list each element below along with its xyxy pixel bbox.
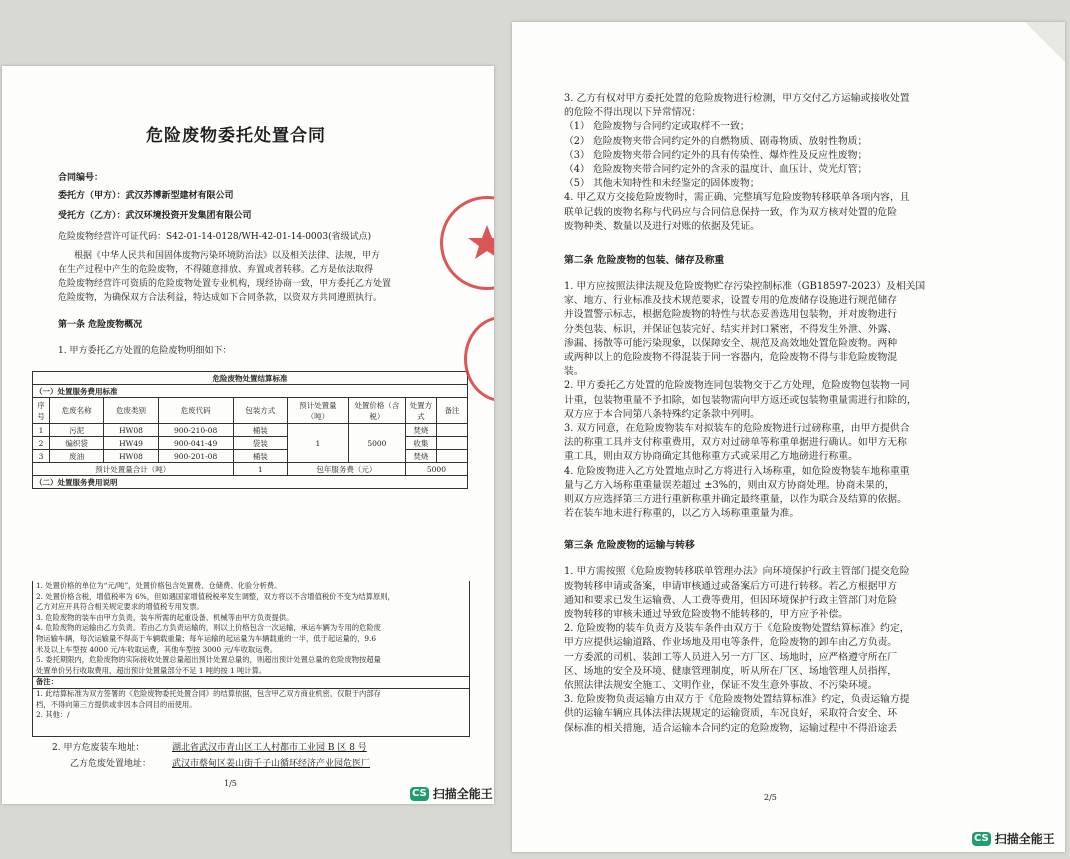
table-row	[33, 424, 468, 437]
total-row	[33, 463, 468, 476]
clause-line: 废物种类、数量以及进行对账的依据及凭证。	[564, 220, 760, 232]
clause-line: 并设置警示标志，根据危险废物的特性与状态妥善选用包装物，并对废物进行	[564, 309, 898, 321]
clause-line: 依照法律法规安全施工、文明作业，保证不发生意外事故、不污染环境。	[564, 680, 878, 691]
cell: 桶装	[233, 424, 287, 437]
clause-line: （5） 其他未知特性和未经鉴定的固体废物；	[564, 178, 760, 190]
cell	[436, 424, 467, 437]
clause-line: 4. 危险废物进入乙方处置地点时乙方将进行入场称重，如危险废物装车地称重重	[564, 465, 910, 477]
contract-page-2	[512, 22, 1065, 852]
cell: 废油	[50, 450, 104, 463]
note-line: 1. 处置价格的单位为“元/吨”，处置价格包含处置费、仓储费、化验分析费。	[36, 581, 282, 590]
clause-line: 甲方应提供运输道路、作业场地及用电等条件，危险废物的卸车由乙方负责。	[564, 637, 898, 649]
fee-table	[32, 371, 468, 489]
article-1-heading: 第一条 危险废物概况	[58, 320, 143, 330]
remark-label: 备注：	[33, 676, 469, 689]
clause-line: （2） 危险废物夹带合同约定外的自燃物质、剧毒物质、放射性物质；	[564, 135, 868, 147]
clause-line: 2. 甲方委托乙方处置的危险废物连同包装物交于乙方处理，危险废物包装物一同	[564, 380, 910, 392]
remark-line: 档，不得向第三方提供或非因本合同目的而使用。	[36, 699, 197, 709]
col-header: 危废代码	[158, 398, 233, 424]
scanner-watermark	[410, 785, 493, 802]
note-line: 2. 处置价格含税，增值税率为 6%，但如遇国家增值税税率发生调整，双方将以不含增值税价不变为结算原则，	[36, 591, 395, 601]
total-qty: 1	[233, 463, 287, 476]
col-header: 处置方式	[405, 398, 436, 424]
cell	[436, 437, 467, 450]
contract-page-1	[2, 66, 494, 804]
cell: HW08	[104, 424, 158, 437]
clause-line: 3. 双方同意，在危险废物装车对拟装车的危险废物进行过磅称重，由甲方提供合	[564, 423, 910, 434]
cell: 收集	[405, 437, 436, 450]
intro-line: 危险废物经营许可资质的危险废物处置专业机构，现经协商一致，甲方委托乙方处置	[58, 279, 392, 289]
clause-line: 一方委派的司机、装卸工等人员进入另一方厂区、场地时，应严格遵守所在厂	[564, 651, 898, 663]
clause-line: 废物转移的审核未通过导致危险废物不能转移的，甲方应予补偿。	[564, 609, 849, 620]
clause-line: 1. 甲方需按照《危险废物转移联单管理办法》向环境保护行政主管部门提交危险	[564, 566, 910, 578]
page-number: 2/5	[764, 793, 777, 802]
price-cell: 5000	[348, 424, 405, 463]
total-label: 预计处置量合计（吨）	[33, 463, 234, 476]
cell: HW08	[104, 450, 158, 463]
clause-line: 双方应于本合同第八条特殊约定条款中列明。	[564, 408, 760, 420]
cell: 焚烧	[405, 450, 436, 463]
col-header: 预计处置量（吨）	[287, 398, 348, 424]
clause-line: 重工具，则由双方协商确定其他称重方式或采用乙方地磅进行称重。	[564, 451, 858, 463]
cell	[436, 450, 467, 463]
cell: 污泥	[50, 424, 104, 437]
fee-section-1: （一）处置服务费用标准	[33, 385, 468, 398]
cell: 编织袋	[50, 437, 104, 450]
cell: 桶装	[233, 450, 287, 463]
intro-line: 危险废物，为确保双方合法利益，特达成如下合同条款，以资双方共同遵照执行。	[58, 293, 383, 303]
fee-notes	[32, 581, 470, 737]
clause-line: 通知和要求已发生运输费、人工费等费用，但因环境保护行政主管部门对危险	[564, 594, 898, 606]
cell: 1	[33, 424, 50, 437]
scanner-watermark	[972, 830, 1055, 847]
note-line: 3. 危险废物的装车由甲方负责，装车所需的起重设备、机械等由甲方负责提供。	[36, 612, 294, 622]
col-header: 备注	[436, 398, 467, 424]
remark-line: 1. 此结算标准为双方签署的《危险废物委托处置合同》的结算依据，包含甲乙双方商业机密，仅限于内部存	[36, 688, 381, 698]
clause-line: 法的称重工具并支付称重费用，双方对过磅单等称重单据进行确认。如甲方无称	[564, 437, 907, 449]
clause-line: 家、地方、行业标准及技术规范要求，设置专用的危废储存设施进行规范储存	[564, 295, 898, 307]
party-a: 委托方（甲方）：武汉苏博新型建材有限公司	[58, 191, 234, 201]
star-icon	[443, 199, 494, 287]
col-header: 处置价格（含税）	[348, 398, 405, 424]
cell: 900-041-49	[158, 437, 233, 450]
note-line: 5. 委托期限内，危险废物的实际接收处置总量超出预计处置总量的，则超出预计处置总量的危险废物按超量	[36, 655, 381, 665]
fee-section-2: （二）处置服务费用说明	[33, 476, 468, 489]
license-code: 危险废物经营许可证代码：S42-01-14-0128/WH-42-01-14-0003(省级试点)	[58, 232, 372, 242]
clause-line: 渗漏、扬散等可能污染现象，以保障安全、规范及高效地处置危险废物。两种	[564, 337, 898, 349]
address-a: 湖北省武汉市青山区工人村都市工业园 B 区 8 号	[172, 743, 367, 753]
remark-line: 2. 其他：/	[36, 710, 70, 720]
note-line: 米及以上车型按 4000 元/车收取运费，其他车型按 3000 元/车收取运费。	[36, 644, 278, 654]
article-1-item: 1. 甲方委托乙方处置的危险废物明细如下：	[58, 346, 232, 356]
clause-line: 装。	[564, 366, 584, 378]
clause-line: 联单记载的废物名称与代码应与合同信息保持一致，作为双方核对处置的危险	[564, 206, 898, 218]
clause-line: 4. 甲乙双方交接危险废物时，需正确、完整填写危险废物转移联单各项内容，且	[564, 192, 910, 204]
clause-line: 保标准的相关措施，适合运输本合同约定的危险废物，运输过程中不得沿途丢	[564, 722, 898, 734]
col-header: 危废名称	[50, 398, 104, 424]
intro-line: 根据《中华人民共和国固体废物污染环境防治法》以及相关法律、法规，甲方	[74, 251, 381, 261]
contract-title: 危险废物委托处置合同	[146, 126, 326, 146]
cell: 900-210-08	[158, 424, 233, 437]
cell: 900-201-08	[158, 450, 233, 463]
address-b: 武汉市蔡甸区姜山街千子山循环经济产业园危医厂	[172, 759, 371, 769]
note-line: 物运输车辆，每次运输量不得高于车辆载重量；每车运输的起运量为车辆载重的一半，低于起运量的，9.6	[36, 633, 376, 643]
article-2-heading: 第二条 危险废物的包装、储存及称重	[564, 255, 725, 266]
clause-line: 的危险不得出现以下异常情况：	[564, 107, 702, 119]
scanner-app-icon: CS	[412, 787, 427, 799]
party-b: 受托方（乙方）：武汉环境投资开发集团有限公司	[58, 211, 252, 221]
cell: 2	[33, 437, 50, 450]
contract-number: 合同编号：	[58, 173, 104, 183]
cell: 焚烧	[405, 424, 436, 437]
clause-line: 或两种以上的危险废物不得混装于同一容器内，危险废物不得与非危险废物混	[564, 352, 898, 363]
clause-line: 计重，包装物重量不予扣除，如包装物需向甲方返还或包装物重量需进行扣除的，	[564, 394, 917, 406]
clause-line: 量与乙方入场称重重量误差超过 ±3%的，则由双方协商处理。协商未果的，	[564, 479, 895, 491]
address-a-label: 2. 甲方危废装车地址：	[52, 743, 145, 753]
note-line: 处置单价另行收取费用，超出预计处置量部分不足 1 吨的按 1 吨计算。	[36, 665, 267, 675]
clause-line: （1） 危险废物与合同约定或取样不一致；	[564, 121, 750, 133]
note-line: 4. 危险废物的运输由乙方负责。若由乙方负责运输的，则以上价格包含一次运输，承运车辆为专用的危险废	[36, 623, 381, 633]
clause-line: 1. 甲方应按照法律法规及危险废物贮存污染控制标准（GB18597-2023）及相关国	[564, 281, 926, 292]
clause-line: 供的运输车辆应具体法律法规规定的运输资质，车况良好，采取符合安全、环	[564, 708, 898, 720]
clause-line: （3） 危险废物夹带合同约定外的具有传染性、爆炸性及反应性废物；	[564, 149, 868, 161]
quantity-cell: 1	[287, 424, 348, 463]
scanner-app-label: 扫描全能王	[994, 832, 1055, 846]
page-number: 1/5	[224, 779, 237, 788]
note-line: 乙方对应开具符合相关规定要求的增值税专用发票。	[36, 602, 204, 612]
partial-seal-stamp	[464, 316, 494, 402]
package-value: 5000	[405, 463, 467, 476]
clause-line: 2. 危险废物的装车负责方及装车条件由双方于《危险废物处置结算标准》约定，	[564, 623, 910, 635]
package-label: 包年服务费（元）	[287, 463, 405, 476]
col-header: 包装方式	[233, 398, 287, 424]
cell: 袋装	[233, 437, 287, 450]
clause-line: （4） 危险废物夹带合同约定外的含汞的温度计、血压计、荧光灯管；	[564, 164, 868, 175]
col-header: 序号	[33, 398, 50, 424]
company-seal-stamp	[440, 196, 494, 290]
fee-table-caption: 危险废物处置结算标准	[33, 372, 468, 385]
address-b-label: 乙方危废处置地址：	[70, 759, 152, 769]
clause-line: 3. 危险废物负责运输方由双方于《危险废物处置结算标准》约定，负责运输方提	[564, 694, 910, 706]
clause-line: 废物转移申请或备案，申请审核通过或备案后方可进行转移。若乙方根据甲方	[564, 580, 898, 592]
article-3-heading: 第三条 危险废物的运输与转移	[564, 540, 695, 552]
page-fold-corner	[1025, 22, 1065, 62]
clause-line: 3. 乙方有权对甲方委托处置的危险废物进行检测，甲方交付乙方运输或接收处置	[564, 93, 910, 104]
cell: 3	[33, 450, 50, 463]
cell: HW49	[104, 437, 158, 450]
col-header: 危废类别	[104, 398, 158, 424]
clause-line: 分类包装、标识，并保证包装完好、结实并封口紧密，不得发生外泄、外露、	[564, 323, 898, 335]
scanner-app-icon: CS	[974, 832, 989, 844]
scanner-app-label: 扫描全能王	[432, 787, 493, 801]
clause-line: 区、场地的安全及环境、健康管理制度，听从所在厂区、场地管理人员指挥，	[564, 665, 898, 677]
clause-line: 若在装车地未进行称重的，以乙方入场称重重量为准。	[564, 508, 800, 520]
intro-line: 在生产过程中产生的危险废物，不得随意排放、弃置或者转移。乙方是依法取得	[58, 265, 374, 275]
clause-line: 则双方应选择第三方进行重新称重并确定最终重量，以作为联合及结算的依据。	[564, 494, 907, 505]
